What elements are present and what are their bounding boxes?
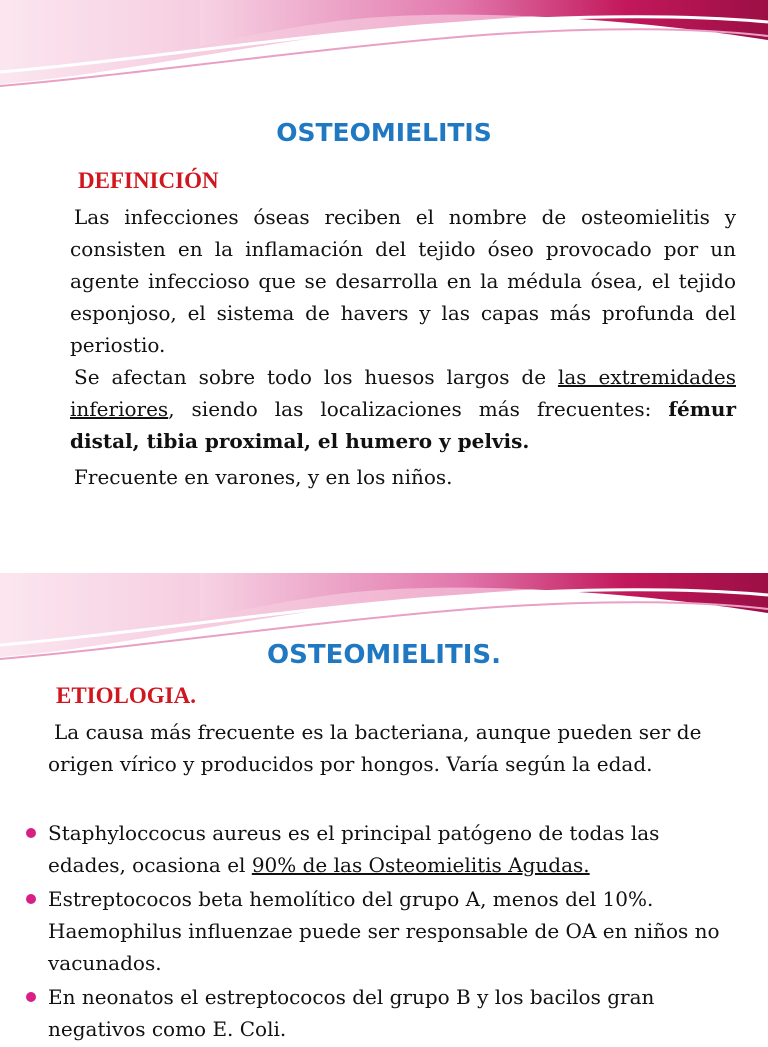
slide-title: OSTEOMIELITIS bbox=[276, 118, 492, 147]
slide-title: OSTEOMIELITIS. bbox=[267, 640, 501, 670]
list-item: Staphyloccocus aureus es el principal patógeno de todas las edades, ocasiona el 90% de las Osteomielitis Agudas. bbox=[22, 817, 722, 881]
bold-text: fémur distal, tibia proximal, el humero y pelvis. bbox=[70, 397, 736, 453]
list-item: En neonatos el estreptococos del grupo B y los bacilos gran negativos como E. Coli. bbox=[22, 981, 722, 1045]
bullet-dot-icon bbox=[26, 828, 36, 838]
definition-paragraph: Las infecciones óseas reciben el nombre de osteomielitis y consisten en la inflamación del tejido óseo provocado por un agente infeccioso que se desarrolla en la médula ósea, el tejido esponjoso, el sistema de havers y las capas más profunda del periostio. bbox=[70, 205, 736, 357]
underlined-text: las extremidades inferiores bbox=[70, 365, 736, 421]
section-heading: ETIOLOGIA. bbox=[56, 683, 196, 708]
slide-definicion bbox=[0, 0, 768, 512]
etiology-intro: La causa más frecuente es la bacteriana, aunque pueden ser de origen vírico y producidos por hongos. Varía según la edad. bbox=[48, 720, 702, 776]
bullet-dot-icon bbox=[26, 894, 36, 904]
bullet-dot-icon bbox=[26, 992, 36, 1002]
slide-etiologia bbox=[0, 573, 768, 1041]
underlined-text: 90% de las Osteomielitis Agudas. bbox=[251, 853, 590, 877]
frequency-paragraph: Frecuente en varones, y en los niños. bbox=[74, 465, 453, 489]
section-heading: DEFINICIÓN bbox=[78, 168, 219, 193]
list-item: Estreptococos beta hemolítico del grupo A, menos del 10%. Haemophilus influenzae puede ser responsable de OA en niños no vacunados. bbox=[22, 883, 722, 979]
decorative-wave-banner bbox=[0, 0, 768, 90]
location-paragraph: Se afectan sobre todo los huesos largos de las extremidades inferiores, siendo las localizaciones más frecuentes: fémur distal, tibia proximal, el humero y pelvis. bbox=[70, 365, 736, 453]
etiology-bullet-list bbox=[22, 817, 722, 1047]
